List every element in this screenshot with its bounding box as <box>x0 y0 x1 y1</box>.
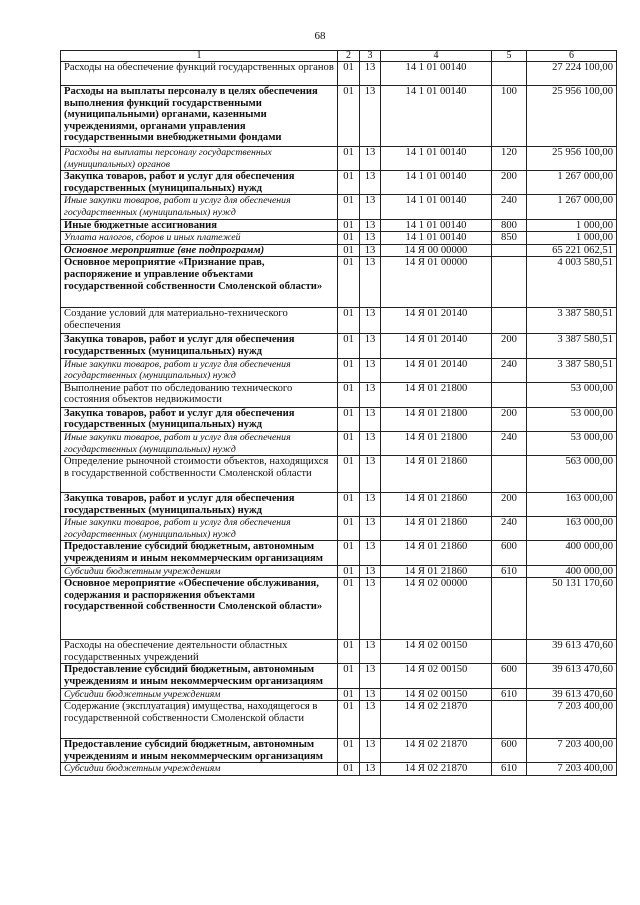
table-row <box>61 334 617 358</box>
cell-subsection: 13 <box>360 493 381 517</box>
cell-amount: 7 203 400,00 <box>527 763 617 776</box>
cell-subsection: 13 <box>360 701 381 739</box>
cell-name: Закупка товаров, работ и услуг для обеспечения государственных (муниципальных) нужд <box>61 171 338 195</box>
cell-subsection: 13 <box>360 456 381 493</box>
cell-target-article: 14 1 01 00140 <box>381 86 492 147</box>
cell-expense-type: 200 <box>492 171 527 195</box>
cell-target-article: 14 1 01 00140 <box>381 171 492 195</box>
cell-amount: 39 613 470,60 <box>527 664 617 688</box>
table-body <box>61 62 617 776</box>
cell-name: Уплата налогов, сборов и иных платежей <box>61 232 338 245</box>
cell-name: Закупка товаров, работ и услуг для обеспечения государственных (муниципальных) нужд <box>61 407 338 431</box>
cell-target-article: 14 1 01 00140 <box>381 219 492 232</box>
page-number: 68 <box>314 30 326 42</box>
cell-amount: 4 003 580,51 <box>527 257 617 308</box>
table-row <box>61 219 617 232</box>
cell-expense-type <box>492 244 527 257</box>
cell-name: Закупка товаров, работ и услуг для обеспечения государственных (муниципальных) нужд <box>61 334 338 358</box>
cell-section: 01 <box>338 565 360 578</box>
cell-section: 01 <box>338 171 360 195</box>
table-row <box>61 701 617 739</box>
cell-name: Основное мероприятие «Признание прав, распоряжение и управление объектами государственной собственности Смоленской области» <box>61 257 338 308</box>
cell-subsection: 13 <box>360 147 381 171</box>
cell-expense-type: 240 <box>492 195 527 219</box>
header-col-name: 1 <box>61 51 338 62</box>
table-row <box>61 308 617 334</box>
cell-amount: 27 224 100,00 <box>527 62 617 86</box>
cell-section: 01 <box>338 232 360 245</box>
cell-name: Субсидии бюджетным учреждениям <box>61 763 338 776</box>
cell-target-article: 14 Я 02 00150 <box>381 664 492 688</box>
cell-expense-type: 610 <box>492 565 527 578</box>
table-row <box>61 147 617 171</box>
cell-amount: 1 000,00 <box>527 219 617 232</box>
cell-expense-type: 600 <box>492 541 527 565</box>
table-row <box>61 431 617 455</box>
cell-name: Иные бюджетные ассигнования <box>61 219 338 232</box>
cell-amount: 3 387 580,51 <box>527 308 617 334</box>
cell-subsection: 13 <box>360 62 381 86</box>
cell-expense-type <box>492 640 527 664</box>
table-row <box>61 541 617 565</box>
cell-subsection: 13 <box>360 688 381 701</box>
cell-subsection: 13 <box>360 334 381 358</box>
table-row <box>61 257 617 308</box>
cell-expense-type: 240 <box>492 431 527 455</box>
cell-target-article: 14 Я 01 20140 <box>381 308 492 334</box>
table-row <box>61 578 617 640</box>
cell-subsection: 13 <box>360 407 381 431</box>
cell-section: 01 <box>338 195 360 219</box>
cell-target-article: 14 Я 01 21860 <box>381 541 492 565</box>
cell-amount: 1 267 000,00 <box>527 195 617 219</box>
header-col-expense-type: 5 <box>492 51 527 62</box>
cell-amount: 163 000,00 <box>527 493 617 517</box>
cell-name: Субсидии бюджетным учреждениям <box>61 565 338 578</box>
cell-name: Иные закупки товаров, работ и услуг для обеспечения государственных (муниципальных) нужд <box>61 195 338 219</box>
header-col-section: 2 <box>338 51 360 62</box>
cell-section: 01 <box>338 219 360 232</box>
cell-expense-type: 240 <box>492 358 527 382</box>
table-row <box>61 62 617 86</box>
cell-name: Основное мероприятие (вне подпрограмм) <box>61 244 338 257</box>
cell-target-article: 14 Я 01 20140 <box>381 334 492 358</box>
table-row <box>61 195 617 219</box>
cell-name: Иные закупки товаров, работ и услуг для обеспечения государственных (муниципальных) нужд <box>61 517 338 541</box>
cell-name: Содержание (эксплуатация) имущества, находящегося в государственной собственности Смоленской области <box>61 701 338 739</box>
cell-subsection: 13 <box>360 431 381 455</box>
cell-expense-type: 200 <box>492 334 527 358</box>
table-row <box>61 640 617 664</box>
cell-section: 01 <box>338 86 360 147</box>
cell-name: Расходы на выплаты персоналу в целях обеспечения выполнения функций государственными (муниципальными) органами, казенными учреждениями, органами управления государственными внебюджетными фондами <box>61 86 338 147</box>
cell-amount: 53 000,00 <box>527 382 617 407</box>
budget-table <box>60 50 617 776</box>
cell-expense-type: 120 <box>492 147 527 171</box>
cell-name: Создание условий для материально-технического обеспечения <box>61 308 338 334</box>
cell-subsection: 13 <box>360 171 381 195</box>
cell-amount: 400 000,00 <box>527 565 617 578</box>
cell-section: 01 <box>338 382 360 407</box>
cell-subsection: 13 <box>360 219 381 232</box>
cell-amount: 65 221 062,51 <box>527 244 617 257</box>
cell-amount: 400 000,00 <box>527 541 617 565</box>
cell-subsection: 13 <box>360 232 381 245</box>
table-row <box>61 382 617 407</box>
cell-section: 01 <box>338 578 360 640</box>
cell-name: Основное мероприятие «Обеспечение обслуживания, содержания и распоряжения объектами государственной собственности Смоленской области» <box>61 578 338 640</box>
cell-section: 01 <box>338 493 360 517</box>
cell-subsection: 13 <box>360 308 381 334</box>
header-col-target-article: 4 <box>381 51 492 62</box>
cell-amount: 3 387 580,51 <box>527 334 617 358</box>
cell-amount: 25 956 100,00 <box>527 147 617 171</box>
cell-subsection: 13 <box>360 86 381 147</box>
cell-amount: 39 613 470,60 <box>527 640 617 664</box>
cell-section: 01 <box>338 407 360 431</box>
cell-amount: 1 267 000,00 <box>527 171 617 195</box>
table-row <box>61 456 617 493</box>
cell-section: 01 <box>338 244 360 257</box>
table-row <box>61 739 617 763</box>
cell-expense-type: 600 <box>492 664 527 688</box>
cell-target-article: 14 Я 01 21800 <box>381 382 492 407</box>
cell-target-article: 14 1 01 00140 <box>381 232 492 245</box>
cell-target-article: 14 Я 01 21860 <box>381 517 492 541</box>
cell-amount: 7 203 400,00 <box>527 701 617 739</box>
cell-section: 01 <box>338 147 360 171</box>
cell-subsection: 13 <box>360 358 381 382</box>
cell-section: 01 <box>338 664 360 688</box>
cell-name: Предоставление субсидий бюджетным, автономным учреждениям и иным некоммерческим организациям <box>61 541 338 565</box>
table-row <box>61 664 617 688</box>
cell-section: 01 <box>338 456 360 493</box>
cell-expense-type: 200 <box>492 493 527 517</box>
cell-target-article: 14 Я 01 00000 <box>381 257 492 308</box>
table-row <box>61 565 617 578</box>
cell-target-article: 14 Я 01 21860 <box>381 456 492 493</box>
cell-name: Предоставление субсидий бюджетным, автономным учреждениям и иным некоммерческим организациям <box>61 664 338 688</box>
cell-section: 01 <box>338 701 360 739</box>
table-row <box>61 86 617 147</box>
cell-expense-type: 850 <box>492 232 527 245</box>
cell-name: Выполнение работ по обследованию технического состояния объектов недвижимости <box>61 382 338 407</box>
cell-name: Расходы на обеспечение деятельности областных государственных учреждений <box>61 640 338 664</box>
table-row <box>61 244 617 257</box>
cell-target-article: 14 Я 02 00150 <box>381 640 492 664</box>
cell-amount: 7 203 400,00 <box>527 739 617 763</box>
table-row <box>61 407 617 431</box>
table-row <box>61 171 617 195</box>
cell-section: 01 <box>338 431 360 455</box>
cell-expense-type: 610 <box>492 688 527 701</box>
cell-amount: 25 956 100,00 <box>527 86 617 147</box>
cell-subsection: 13 <box>360 763 381 776</box>
cell-target-article: 14 Я 00 00000 <box>381 244 492 257</box>
cell-name: Расходы на выплаты персоналу государственных (муниципальных) органов <box>61 147 338 171</box>
cell-amount: 1 000,00 <box>527 232 617 245</box>
cell-expense-type <box>492 456 527 493</box>
cell-subsection: 13 <box>360 565 381 578</box>
cell-expense-type: 100 <box>492 86 527 147</box>
cell-expense-type <box>492 382 527 407</box>
cell-subsection: 13 <box>360 382 381 407</box>
cell-target-article: 14 Я 02 21870 <box>381 739 492 763</box>
cell-subsection: 13 <box>360 664 381 688</box>
cell-target-article: 14 Я 01 21800 <box>381 431 492 455</box>
cell-target-article: 14 1 01 00140 <box>381 62 492 86</box>
cell-subsection: 13 <box>360 517 381 541</box>
cell-target-article: 14 Я 01 21860 <box>381 493 492 517</box>
cell-expense-type: 600 <box>492 739 527 763</box>
header-col-amount: 6 <box>527 51 617 62</box>
table-row <box>61 358 617 382</box>
cell-section: 01 <box>338 763 360 776</box>
cell-amount: 3 387 580,51 <box>527 358 617 382</box>
cell-section: 01 <box>338 688 360 701</box>
cell-amount: 53 000,00 <box>527 407 617 431</box>
cell-target-article: 14 Я 02 21870 <box>381 701 492 739</box>
table-row <box>61 688 617 701</box>
cell-section: 01 <box>338 308 360 334</box>
cell-section: 01 <box>338 358 360 382</box>
table-row <box>61 517 617 541</box>
cell-subsection: 13 <box>360 257 381 308</box>
cell-expense-type: 800 <box>492 219 527 232</box>
cell-name: Субсидии бюджетным учреждениям <box>61 688 338 701</box>
cell-target-article: 14 Я 02 21870 <box>381 763 492 776</box>
cell-target-article: 14 Я 01 20140 <box>381 358 492 382</box>
cell-amount: 39 613 470,60 <box>527 688 617 701</box>
cell-expense-type <box>492 701 527 739</box>
cell-section: 01 <box>338 62 360 86</box>
table-row <box>61 763 617 776</box>
cell-target-article: 14 Я 01 21860 <box>381 565 492 578</box>
cell-name: Иные закупки товаров, работ и услуг для обеспечения государственных (муниципальных) нужд <box>61 431 338 455</box>
cell-name: Иные закупки товаров, работ и услуг для обеспечения государственных (муниципальных) нужд <box>61 358 338 382</box>
cell-subsection: 13 <box>360 739 381 763</box>
cell-name: Предоставление субсидий бюджетным, автономным учреждениям и иным некоммерческим организациям <box>61 739 338 763</box>
cell-name: Закупка товаров, работ и услуг для обеспечения государственных (муниципальных) нужд <box>61 493 338 517</box>
cell-subsection: 13 <box>360 541 381 565</box>
cell-section: 01 <box>338 739 360 763</box>
cell-section: 01 <box>338 640 360 664</box>
cell-amount: 53 000,00 <box>527 431 617 455</box>
table-row <box>61 232 617 245</box>
cell-target-article: 14 Я 02 00000 <box>381 578 492 640</box>
cell-subsection: 13 <box>360 195 381 219</box>
cell-target-article: 14 1 01 00140 <box>381 147 492 171</box>
cell-expense-type: 610 <box>492 763 527 776</box>
header-col-subsection: 3 <box>360 51 381 62</box>
cell-subsection: 13 <box>360 640 381 664</box>
cell-expense-type <box>492 257 527 308</box>
cell-section: 01 <box>338 257 360 308</box>
cell-target-article: 14 Я 01 21800 <box>381 407 492 431</box>
cell-expense-type <box>492 62 527 86</box>
cell-amount: 563 000,00 <box>527 456 617 493</box>
cell-name: Определение рыночной стоимости объектов, находящихся в государственной собственности Смоленской области <box>61 456 338 493</box>
cell-section: 01 <box>338 517 360 541</box>
cell-section: 01 <box>338 541 360 565</box>
cell-expense-type: 240 <box>492 517 527 541</box>
cell-target-article: 14 1 01 00140 <box>381 195 492 219</box>
cell-expense-type <box>492 308 527 334</box>
table-header-row <box>61 51 617 62</box>
cell-target-article: 14 Я 02 00150 <box>381 688 492 701</box>
cell-name: Расходы на обеспечение функций государственных органов <box>61 62 338 86</box>
cell-subsection: 13 <box>360 578 381 640</box>
cell-amount: 163 000,00 <box>527 517 617 541</box>
cell-subsection: 13 <box>360 244 381 257</box>
cell-expense-type <box>492 578 527 640</box>
cell-expense-type: 200 <box>492 407 527 431</box>
table-row <box>61 493 617 517</box>
cell-amount: 50 131 170,60 <box>527 578 617 640</box>
cell-section: 01 <box>338 334 360 358</box>
